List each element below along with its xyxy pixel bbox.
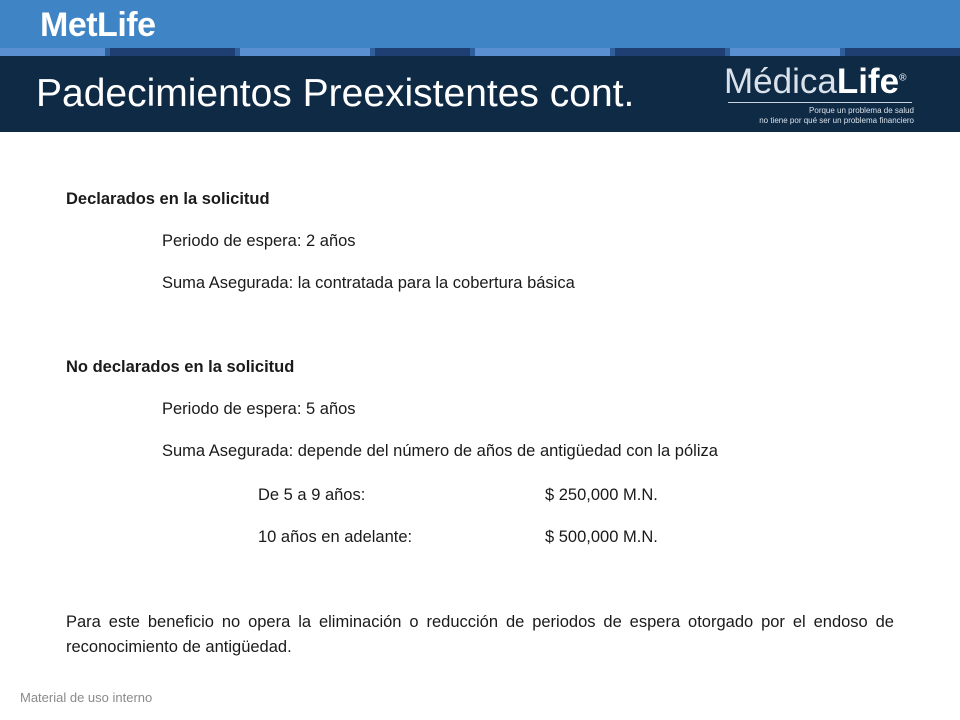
page-title: Padecimientos Preexistentes cont. [36, 72, 635, 115]
metlife-logo: MetLife [40, 6, 156, 44]
benefit-note: Para este beneficio no opera la eliminación o reducción de periodos de espera otorgado por el endoso de reconocimiento de antigüedad. [66, 613, 894, 656]
undeclared-waiting-period: Periodo de espera: 5 años [162, 400, 356, 418]
tier-range: De 5 a 9 años: [258, 486, 366, 504]
declared-waiting-period: Periodo de espera: 2 años [162, 232, 356, 250]
tier-amount: $ 500,000 M.N. [545, 528, 658, 546]
tier-amount: $ 250,000 M.N. [545, 486, 658, 504]
declared-sum-insured: Suma Asegurada: la contratada para la cobertura básica [162, 274, 575, 292]
tier-range: 10 años en adelante: [258, 528, 413, 546]
declared-heading: Declarados en la solicitud [66, 190, 270, 208]
logo-divider [728, 102, 912, 103]
medicalife-wordmark: MédicaLife® [724, 62, 907, 101]
medicalife-logo [724, 62, 924, 128]
undeclared-heading: No declarados en la solicitud [66, 358, 295, 376]
undeclared-sum-insured: Suma Asegurada: depende del número de años de antigüedad con la póliza [162, 442, 718, 460]
footer-note: Material de uso interno [20, 690, 153, 705]
medicalife-tagline: Porque un problema de salud no tiene por qué ser un problema financiero [759, 106, 914, 125]
decorative-stripes [0, 48, 960, 56]
brand-bar [0, 0, 960, 48]
